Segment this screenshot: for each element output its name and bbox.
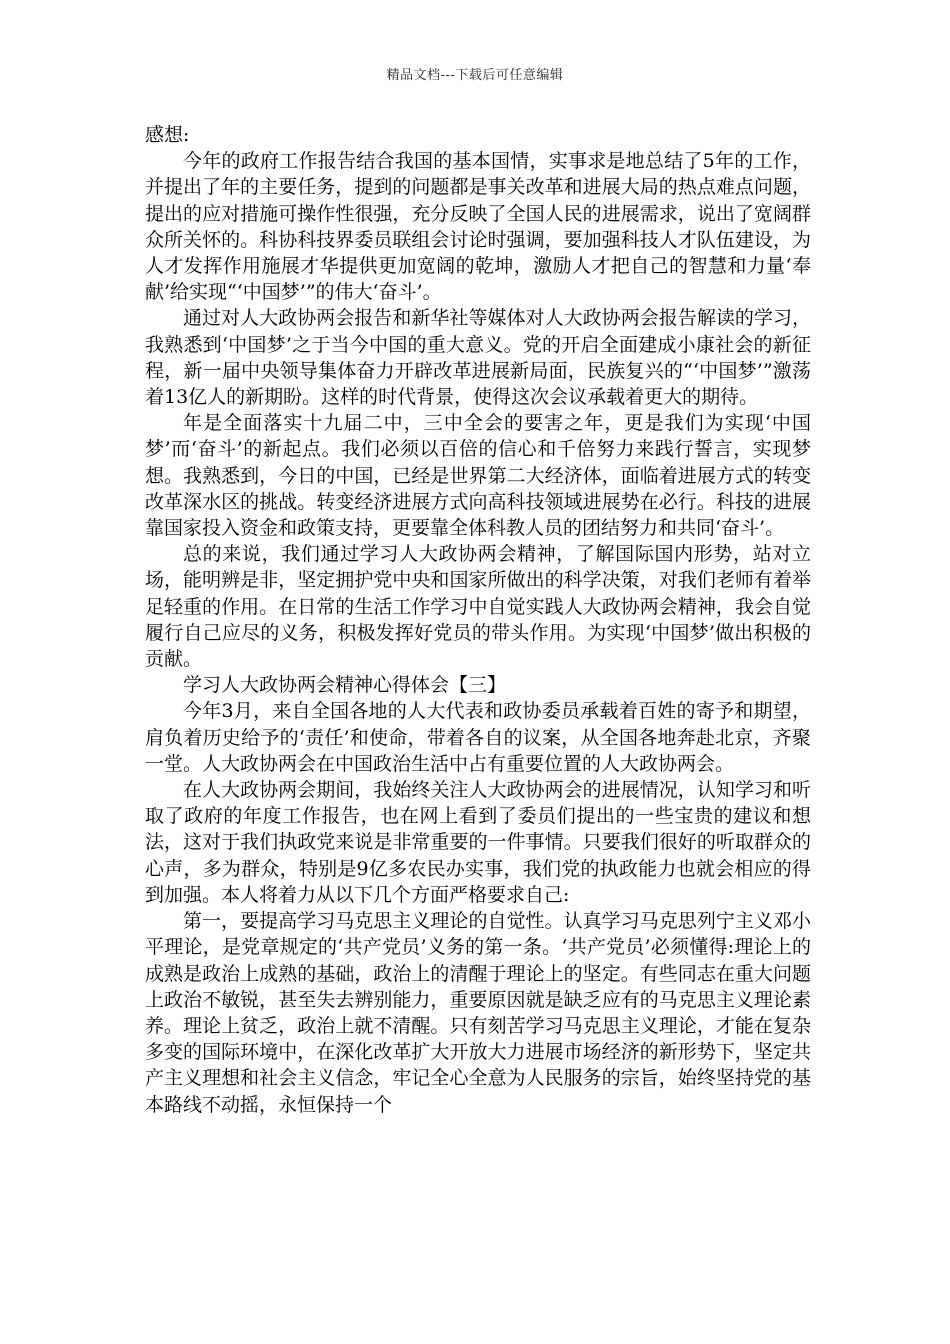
paragraph-7: 第一，要提高学习马克思主义理论的自觉性。认真学习马克思列宁主义邓小平理论，是党章规定的‘共产党员’义务的第一条。‘共产党员’必须懂得:理论上的成熟是政治上成熟的基础，政治上的清醒于理论上的坚定。有些同志在重大问题上政治不敏锐，甚至失去辨别能力，重要原因就是缺乏应有的马克思主义理论素养。理论上贫乏，政治上就不清醒。只有刻苦学习马克思主义理论，才能在复杂多变的国际环境中，在深化改革扩大开放大力进展市场经济的新形势下，坚定共产主义理想和社会主义信念，牢记全心全意为人民服务的宗旨，始终坚持党的基本路线不动摇，永恒保持一个 [145, 910, 811, 1116]
paragraph-2: 通过对人大政协两会报告和新华社等媒体对人大政协两会报告解读的学习，我熟悉到‘中国梦’之于当今中国的重大意义。党的开启全面建成小康社会的新征程，新一届中央领导集体奋力开辟改革进展新局面，民族复兴的“‘中国梦’”激荡着13亿人的新期盼。这样的时代背景，使得这次会议承载着更大的期待。 [145, 307, 811, 409]
paragraph-1: 今年的政府工作报告结合我国的基本国情，实事求是地总结了5年的工作，并提出了年的主要任务，提到的问题都是事关改革和进展大局的热点难点问题，提出的应对措施可操作性很强，充分反映了全国人民的进展需求，说出了宽阔群众所关怀的。科协科技界委员联组会讨论时强调，要加强科技人才队伍建设，为人才发挥作用施展才华提供更加宽阔的乾坤，激励人才把自己的智慧和力量‘奉献’给实现“‘中国梦’”的伟大‘奋斗’。 [145, 150, 811, 304]
paragraph-4: 总的来说，我们通过学习人大政协两会精神，了解国际国内形势，站对立场，能明辨是非，坚定拥护党中央和国家所做出的科学决策，对我们老师有着举足轻重的作用。在日常的生活工作学习中自觉实践人大政协两会精神，我会自觉履行自己应尽的义务，积极发挥好党员的带头作用。为实现‘中国梦’做出积极的贡献。 [145, 543, 811, 671]
paragraph-5: 今年3月，来自全国各地的人大代表和政协委员承载着百姓的寄予和期望，肩负着历史给予的‘责任’和使命，带着各自的议案，从全国各地奔赴北京，齐聚一堂。人大政协两会在中国政治生活中占有重要位置的人大政协两会。 [145, 700, 811, 775]
page-header: 精品文档---下载后可任意编辑 [386, 68, 564, 83]
document-body [145, 122, 811, 1118]
section-heading: 学习人大政协两会精神心得体会【三】 [183, 674, 507, 697]
paragraph-6: 在人大政协两会期间，我始终关注人大政协两会的进展情况，认知学习和听取了政府的年度工作报告，也在网上看到了委员们提出的一些宝贵的建议和想法，这对于我们执政党来说是非常重要的一件事情。只要我们很好的听取群众的心声，多为群众，特别是9亿多农民办实事，我们党的执政能力也就会相应的得到加强。本人将着力从以下几个方面严格要求自己: [145, 779, 811, 906]
lead-text: 感想: [145, 124, 190, 146]
paragraph-3: 年是全面落实十九届二中，三中全会的要害之年，更是我们为实现‘中国梦’而‘奋斗’的新起点。我们必须以百倍的信心和千倍努力来践行誓言，实现梦想。我熟悉到，今日的中国，已经是世界第二大经济体，面临着进展方式的转变改革深水区的挑战。转变经济进展方式向高科技领域进展势在必行。科技的进展靠国家投入资金和政策支持，更要靠全体科教人员的团结努力和共同‘奋斗’。 [145, 412, 811, 540]
